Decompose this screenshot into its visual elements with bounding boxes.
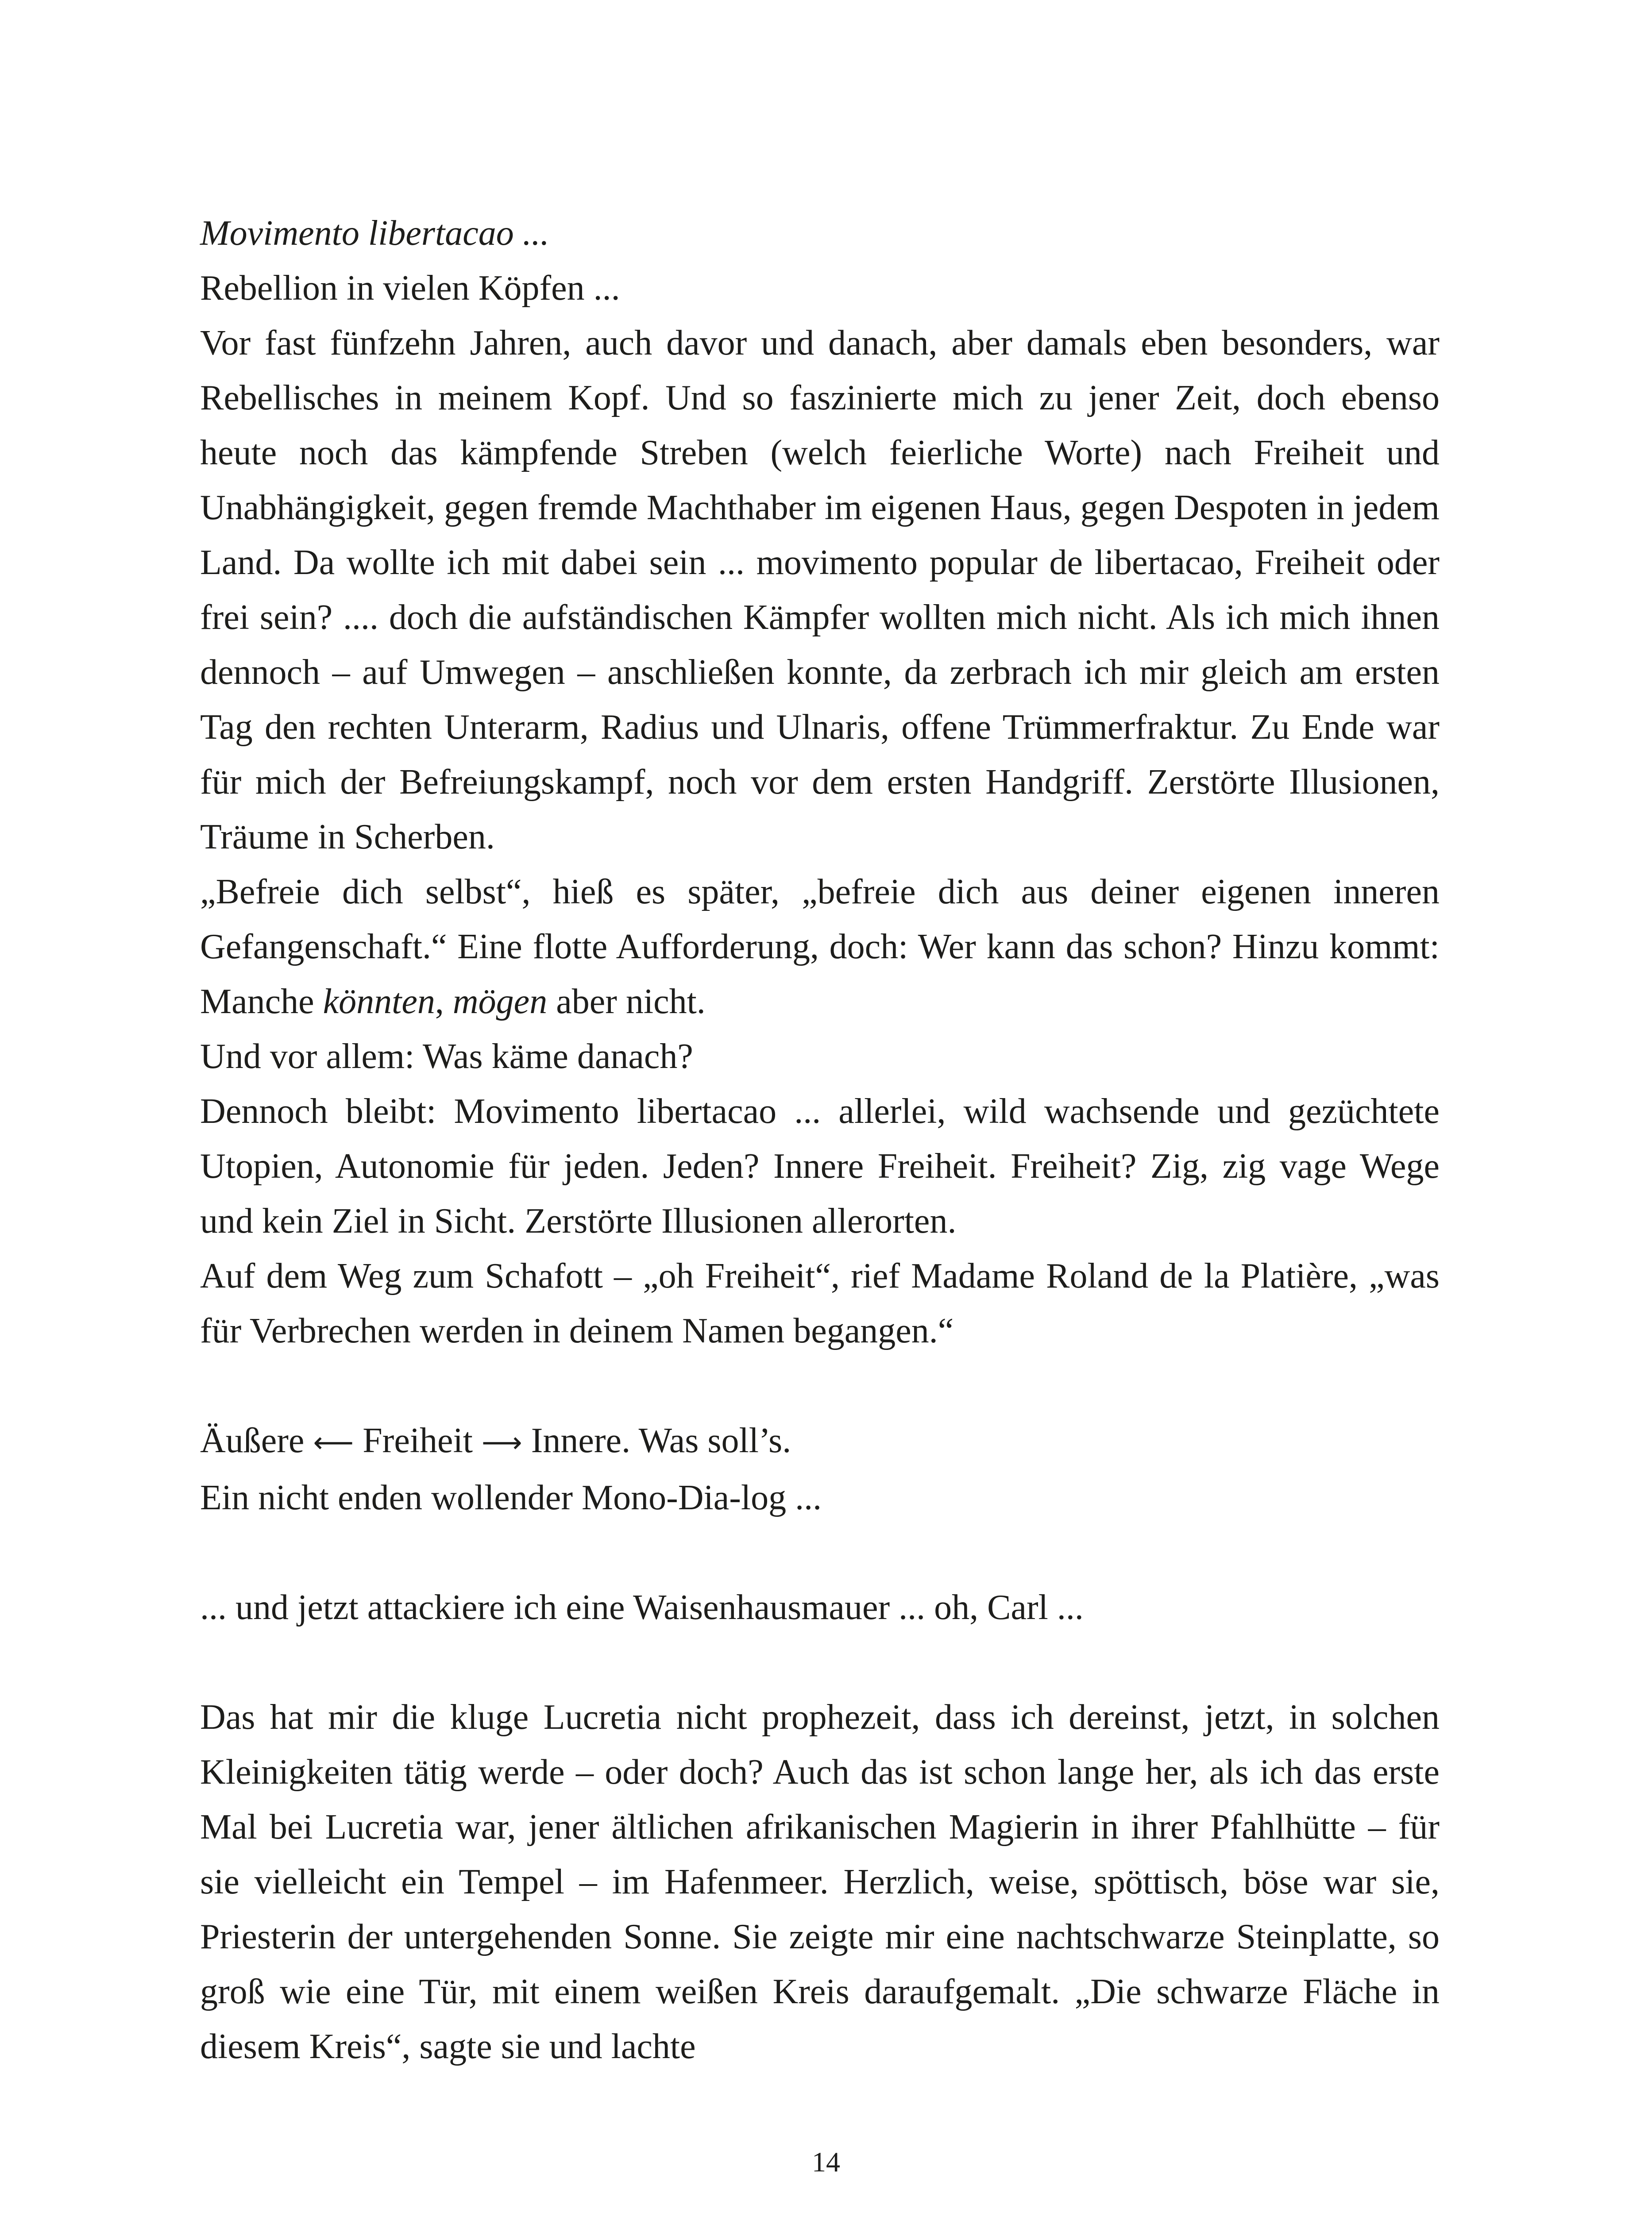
- arrow-right-icon: ⟶: [482, 1426, 522, 1459]
- text-line: Und vor allem: Was käme danach?: [200, 1037, 693, 1076]
- text-line: Rebellion in vielen Köpfen ...: [200, 269, 620, 308]
- paragraph-gap: [200, 1635, 1440, 1690]
- text-line: [200, 1413, 1440, 1470]
- paragraph: Vor fast fünfzehn Jahren, auch davor und danach, aber damals eben besonders, war Rebellisches in meinem Kopf. Und so faszinierte mich zu jener Zeit, doch ebenso heute noch das kämpfende Streben (welch feierliche Worte) nach Freiheit und Unabhängigkeit, gegen fremde Machthaber im eigenen Haus, gegen Despoten in jedem Land. Da wollte ich mit dabei sein ... movimento popular de libertacao, Freiheit oder frei sein? .... doch die aufständischen Kämpfer wollten mich nicht. Als ich mich ihnen dennoch – auf Umwegen – anschließen konnte, da zerbrach ich mir gleich am ersten Tag den rechten Unterarm, Radius und Ulnaris, offene Trümmerfraktur. Zu Ende war für mich der Befreiungskampf, noch vor dem ersten Handgriff. Zerstörte Illusionen, Träume in Scherben.: [200, 324, 1440, 856]
- text-span: „Befreie dich selbst“, hieß es später, „befreie dich aus deiner eigenen inneren Gefangenschaft.“ Eine flotte Aufforderung, doch: Wer kann das schon? Hinzu kommt: Manche: [200, 872, 1440, 1021]
- italic-word: mögen: [452, 982, 548, 1021]
- text-span: Äußere: [200, 1421, 313, 1460]
- text-span: aber nicht.: [547, 982, 706, 1021]
- paragraph: [200, 864, 1440, 1029]
- paragraph: Das hat mir die kluge Lucretia nicht prophezeit, dass ich dereinst, jetzt, in solchen Kleinigkeiten tätig werde – oder doch? Auch das ist schon lange her, als ich das erste Mal bei Lucretia war, jener ältlichen afrikanischen Magierin in ihrer Pfahlhütte – für sie vielleicht ein Tempel – im Hafenmeer. Herzlich, weise, spöttisch, böse war sie, Priesterin der untergehenden Sonne. Sie zeigte mir eine nachtschwarze Steinplatte, so groß wie eine Tür, mit einem weißen Kreis daraufgemalt. „Die schwarze Fläche in diesem Kreis“, sagte sie und lachte: [200, 1698, 1440, 2066]
- page-number: 14: [812, 2146, 840, 2178]
- body-text: [200, 206, 1440, 2074]
- paragraph: Dennoch bleibt: Movimento libertacao ... allerlei, wild wachsende und gezüchtete Utopien, Autonomie für jeden. Jeden? Innere Freiheit. Freiheit? Zig, zig vage Wege und kein Ziel in Sicht. Zerstörte Illusionen allerorten.: [200, 1092, 1440, 1241]
- paragraph: Auf dem Weg zum Schafott – „oh Freiheit“, rief Madame Roland de la Platière, „was für Verbrechen werden in deinem Namen begangen.“: [200, 1257, 1440, 1350]
- italic-phrase: Movimento libertacao ...: [200, 214, 549, 253]
- opening-line: [200, 206, 1440, 261]
- paragraph-gap: [200, 1358, 1440, 1413]
- italic-word: könnten: [323, 982, 435, 1021]
- text-span: Freiheit: [354, 1421, 482, 1460]
- text-line: ... und jetzt attackiere ich eine Waisenhausmauer ... oh, Carl ...: [200, 1588, 1084, 1627]
- paragraph-gap: [200, 1525, 1440, 1580]
- text-span: ,: [435, 982, 453, 1021]
- text-line: Ein nicht enden wollender Mono-Dia-log ...: [200, 1478, 822, 1517]
- arrow-left-icon: ⟵: [313, 1426, 354, 1459]
- text-span: Innere. Was soll’s.: [522, 1421, 791, 1460]
